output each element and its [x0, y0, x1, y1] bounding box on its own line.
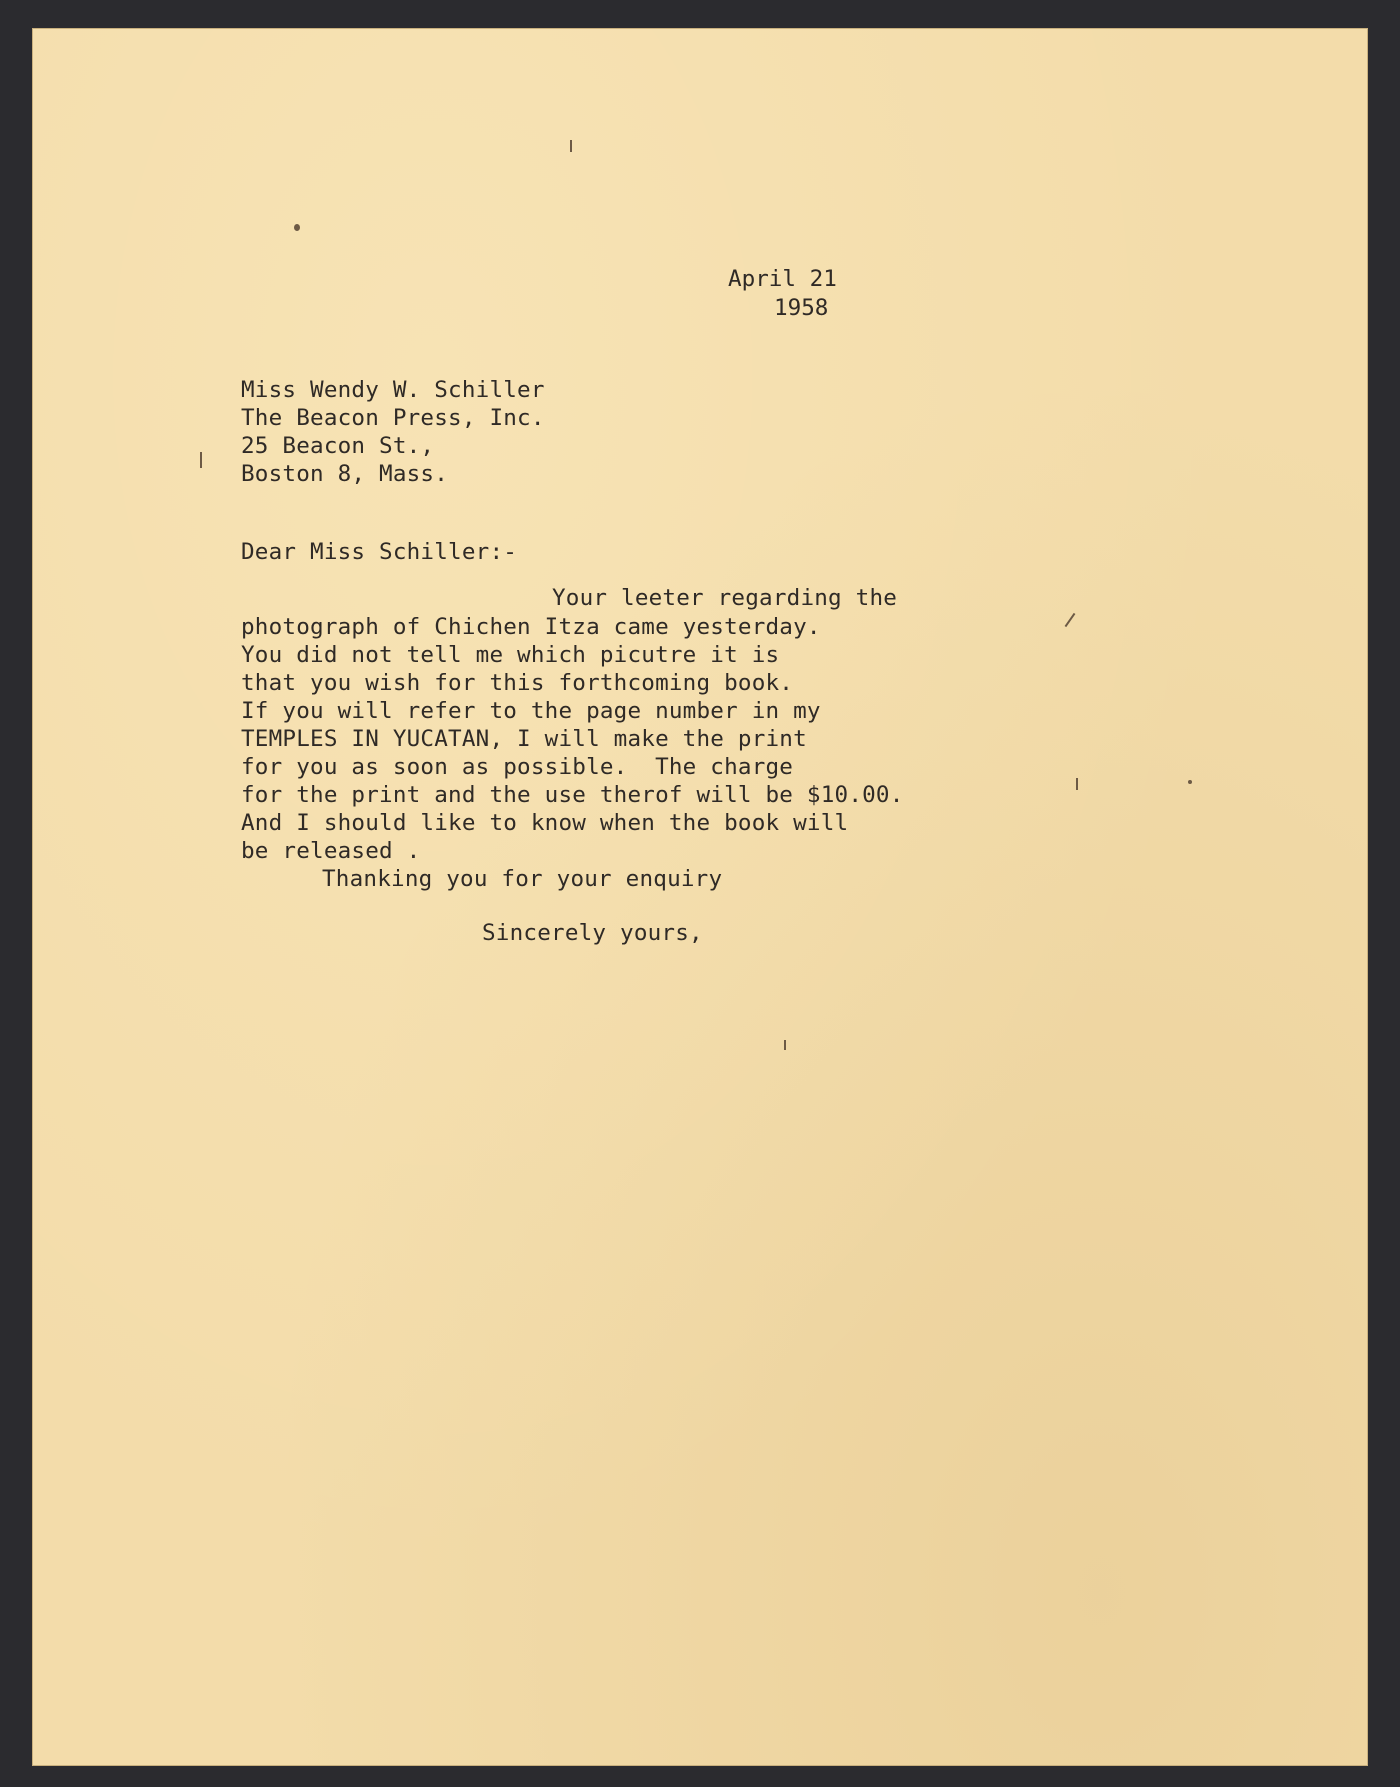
paper-speck	[784, 1040, 786, 1050]
body-line: TEMPLES IN YUCATAN, I will make the print	[241, 726, 807, 752]
closing: Sincerely yours,	[482, 920, 703, 946]
body-line: be released .	[241, 838, 421, 864]
paper-speck	[294, 224, 300, 231]
body-line: for the print and the use therof will be $10.00.	[241, 782, 904, 808]
body-line: photograph of Chichen Itza came yesterday.	[241, 614, 821, 640]
body-line: You did not tell me which picutre it is	[241, 642, 780, 668]
body-line: And I should like to know when the book will	[241, 810, 849, 836]
paper-speck	[570, 140, 572, 152]
letter-date-year: 1958	[774, 295, 829, 321]
paper-speck	[1065, 613, 1076, 627]
recipient-name: Miss Wendy W. Schiller	[241, 377, 545, 403]
body-line: that you wish for this forthcoming book.	[241, 670, 794, 696]
thanks-line: Thanking you for your enquiry	[322, 866, 723, 892]
paper-speck	[1076, 778, 1078, 790]
recipient-street: 25 Beacon St.,	[241, 433, 435, 459]
letter-date-month-day: April 21	[728, 266, 837, 292]
salutation: Dear Miss Schiller:-	[241, 539, 518, 565]
recipient-city: Boston 8, Mass.	[241, 461, 449, 487]
body-line: for you as soon as possible. The charge	[241, 754, 794, 780]
paper-speck	[1188, 780, 1192, 784]
body-line: If you will refer to the page number in my	[241, 698, 821, 724]
paper-speck	[200, 452, 202, 468]
recipient-company: The Beacon Press, Inc.	[241, 405, 545, 431]
letter-paper	[32, 28, 1368, 1766]
body-line: Your leeter regarding the	[552, 585, 898, 611]
